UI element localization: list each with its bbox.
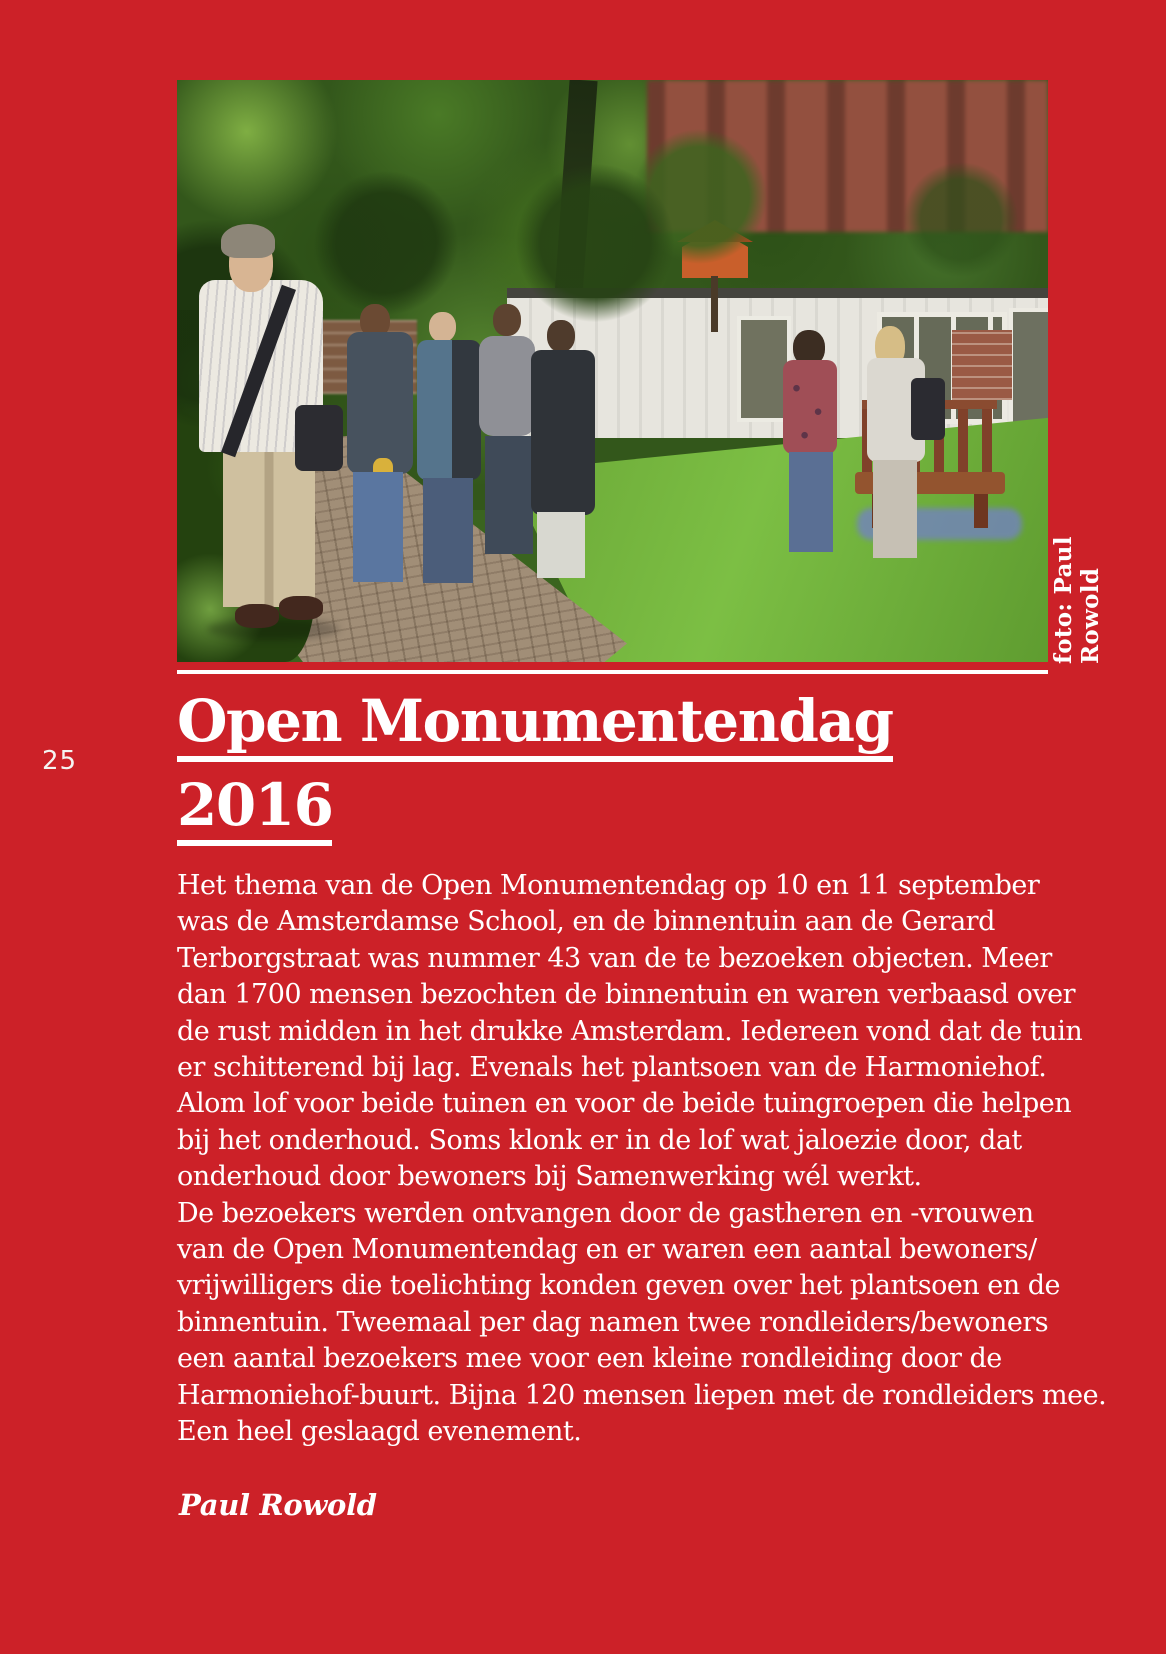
page-number: 25 [42,746,78,776]
photo-person-legs [873,460,917,558]
photo-person-legs [789,452,833,552]
body-line: Het thema van de Open Monumentendag op 10 en 11 september [177,870,1040,901]
body-line: binnentuin. Tweemaal per dag namen twee rondleiders/bewoners [177,1306,1049,1338]
title-line-2 [177,771,893,846]
photo-person [531,350,595,515]
garden-photo [177,80,1048,662]
body-line: er schitterend bij lag. Evenals het plantsoen van de Harmoniehof. [177,1052,1047,1084]
photo-credit: foto: Paul Rowold [1050,536,1104,664]
article-title [177,687,893,860]
photo-person-head [429,312,456,342]
photo-person-bag [295,405,343,471]
body-line: dan 1700 mensen bezochten de binnentuin en waren verbaasd over [177,979,1075,1011]
photo-person-shoe [279,596,323,620]
title-text-1: Open Monumentendag [177,692,893,762]
body-line: de rust midden in het drukke Amsterdam. Iedereen vond dat de tuin [177,1015,1083,1047]
photo-person-head [493,304,521,336]
body-line: Harmoniehof-buurt. Bijna 120 mensen liepen met de rondleiders mee. [177,1379,1107,1411]
body-line: De bezoekers werden ontvangen door de gastheren en -vrouwen [177,1197,1034,1229]
photo-person-head [547,320,575,352]
divider-rule [177,670,1048,674]
article-body [177,868,1106,1451]
photo-person [347,332,413,474]
photo-person-bag [911,378,945,440]
body-line: bij het onderhoud. Soms klonk er in de lof wat jaloezie door, dat [177,1124,1022,1156]
photo-person-legs [485,436,533,554]
photo-person-shoe [235,604,279,628]
title-text-2: 2016 [177,776,332,846]
body-line: een aantal bezoekers mee voor een kleine rondleiding door de [177,1343,1002,1375]
body-line: was de Amsterdamse School, en de binnentuin aan de Gerard [177,906,995,938]
body-line: van de Open Monumentendag en er waren een aantal bewoners/ [177,1234,1037,1266]
photo-person-hair [221,224,275,258]
body-line: Terborgstraat was nummer 43 van de te bezoeken objecten. Meer [177,942,1052,974]
body-line: Alom lof voor beide tuinen en voor de beide tuingroepen die helpen [177,1088,1072,1120]
body-line: Een heel geslaagd evenement. [177,1416,582,1448]
photo-person-backpack [479,336,535,436]
photo-person-legs [423,478,473,583]
author-byline: Paul Rowold [179,1488,377,1522]
photo-person-legs [353,472,403,582]
body-line: vrijwilligers die toelichting konden geven over het plantsoen en de [177,1270,1061,1302]
photo-person [783,360,837,454]
title-line-1 [177,687,893,762]
body-line: onderhoud door bewoners bij Samenwerking wél werkt. [177,1161,922,1193]
photo-person [417,340,481,480]
photo-person-skirt [537,512,585,578]
